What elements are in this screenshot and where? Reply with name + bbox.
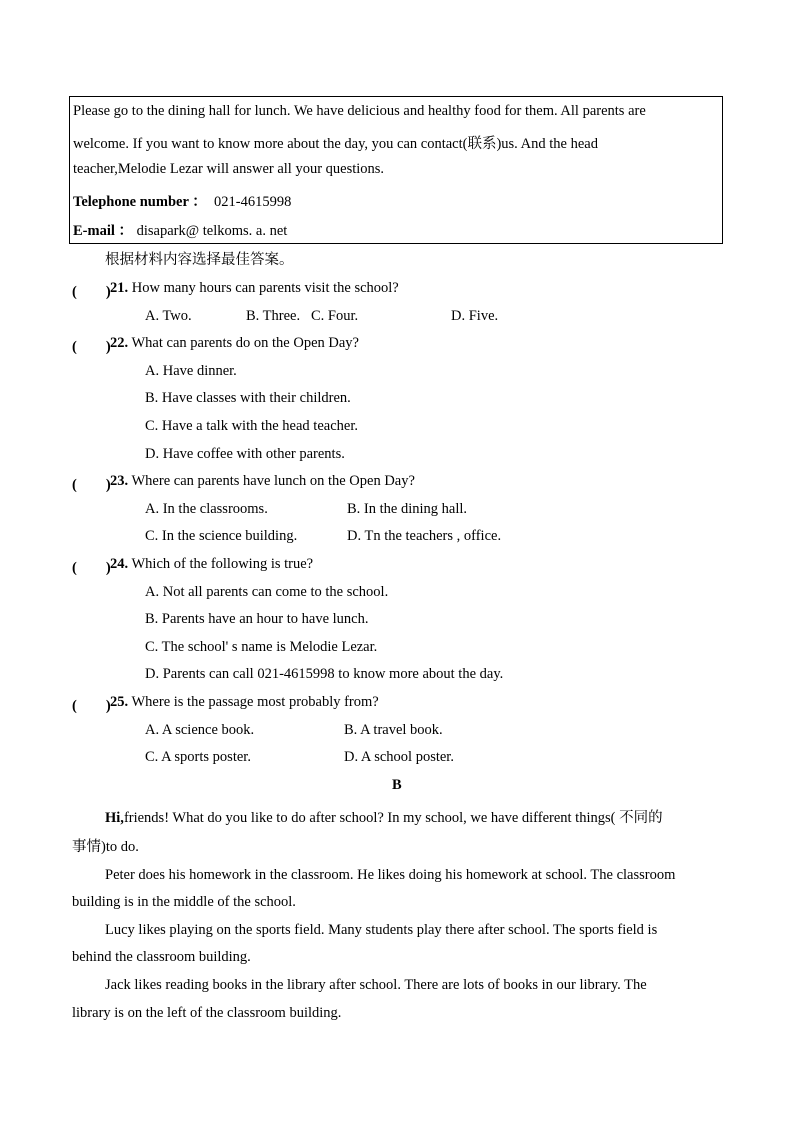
option-b: B. Parents have an hour to have lunch. [145,611,369,627]
option-b: B. Three. [246,308,301,324]
option-d: D. A school poster. [344,749,454,765]
telephone-line [73,190,291,211]
notice-line-2: welcome. If you want to know more about the day, you can contact(联系)us. And the head [73,136,598,152]
question-stem [110,335,359,352]
email-value: disapark@ telkoms. a. net [136,223,288,239]
paragraph-3-line-1: Lucy likes playing on the sports field. Many students play there after school. The sports field is [105,922,658,938]
paragraph-4-line-1: Jack likes reading books in the library after school. There are lots of books in our library. The [105,977,647,993]
question-text: Where is the passage most probably from? [131,694,379,710]
telephone-value: 021-4615998 [214,194,292,210]
section-b-heading: B [392,777,402,793]
question-number: 21. [110,280,129,296]
answer-blank: ( ) [72,477,111,493]
paragraph-2-line-2: building is in the middle of the school. [72,894,296,910]
question-number: 24. [110,556,129,572]
answer-blank: ( ) [72,284,111,300]
option-a: A. A science book. [145,722,255,738]
email-label: E-mail ： [73,223,134,239]
paragraph-1-line-1 [105,806,663,827]
option-c: C. The school' s name is Melodie Lezar. [145,639,378,655]
option-c: C. Have a talk with the head teacher. [145,418,358,434]
option-a: A. Not all parents can come to the school. [145,584,389,600]
option-d: D. Parents can call 021-4615998 to know more about the day. [145,666,504,682]
notice-box [69,96,723,244]
option-d: D. Have coffee with other parents. [145,446,345,462]
question-text: How many hours can parents visit the school? [131,280,399,296]
option-a: A. In the classrooms. [145,501,268,517]
option-a: A. Two. [145,308,192,324]
option-c: C. In the science building. [145,528,298,544]
option-c: C. Four. [311,308,359,324]
question-text: What can parents do on the Open Day? [131,335,359,351]
question-stem [110,556,313,573]
greeting: Hi, [105,810,124,826]
question-text: Where can parents have lunch on the Open Day? [131,473,415,489]
question-text: Which of the following is true? [131,556,314,572]
option-b: B. In the dining hall. [347,501,468,517]
question-number: 25. [110,694,129,710]
answer-blank: ( ) [72,560,111,576]
option-b: B. A travel book. [344,722,443,738]
option-d: D. Tn the teachers , office. [347,528,502,544]
paragraph-2-line-1: Peter does his homework in the classroom. He likes doing his homework at school. The classroom [105,867,676,883]
notice-line-3: teacher,Melodie Lezar will answer all your questions. [73,161,385,177]
option-d: D. Five. [451,308,499,324]
option-c: C. A sports poster. [145,749,251,765]
answer-blank: ( ) [72,698,111,714]
question-number: 23. [110,473,129,489]
email-line [73,219,287,240]
answer-blank: ( ) [72,339,111,355]
option-b: B. Have classes with their children. [145,390,351,406]
option-a: A. Have dinner. [145,363,237,379]
paragraph-1-line-2: 事情)to do. [72,839,139,855]
paragraph-4-line-2: library is on the left of the classroom building. [72,1005,342,1021]
paragraph-3-line-2: behind the classroom building. [72,949,251,965]
paragraph-1-text: friends! What do you like to do after school? In my school, we have different things( 不同的 [123,810,663,826]
question-stem [110,473,415,490]
question-number: 22. [110,335,129,351]
question-stem [110,280,399,297]
instruction: 根据材料内容选择最佳答案。 [105,252,294,268]
question-stem [110,694,379,711]
notice-line-1: Please go to the dining hall for lunch. We have delicious and healthy food for them. All parents are [73,103,646,119]
telephone-label: Telephone number ： [73,194,207,210]
